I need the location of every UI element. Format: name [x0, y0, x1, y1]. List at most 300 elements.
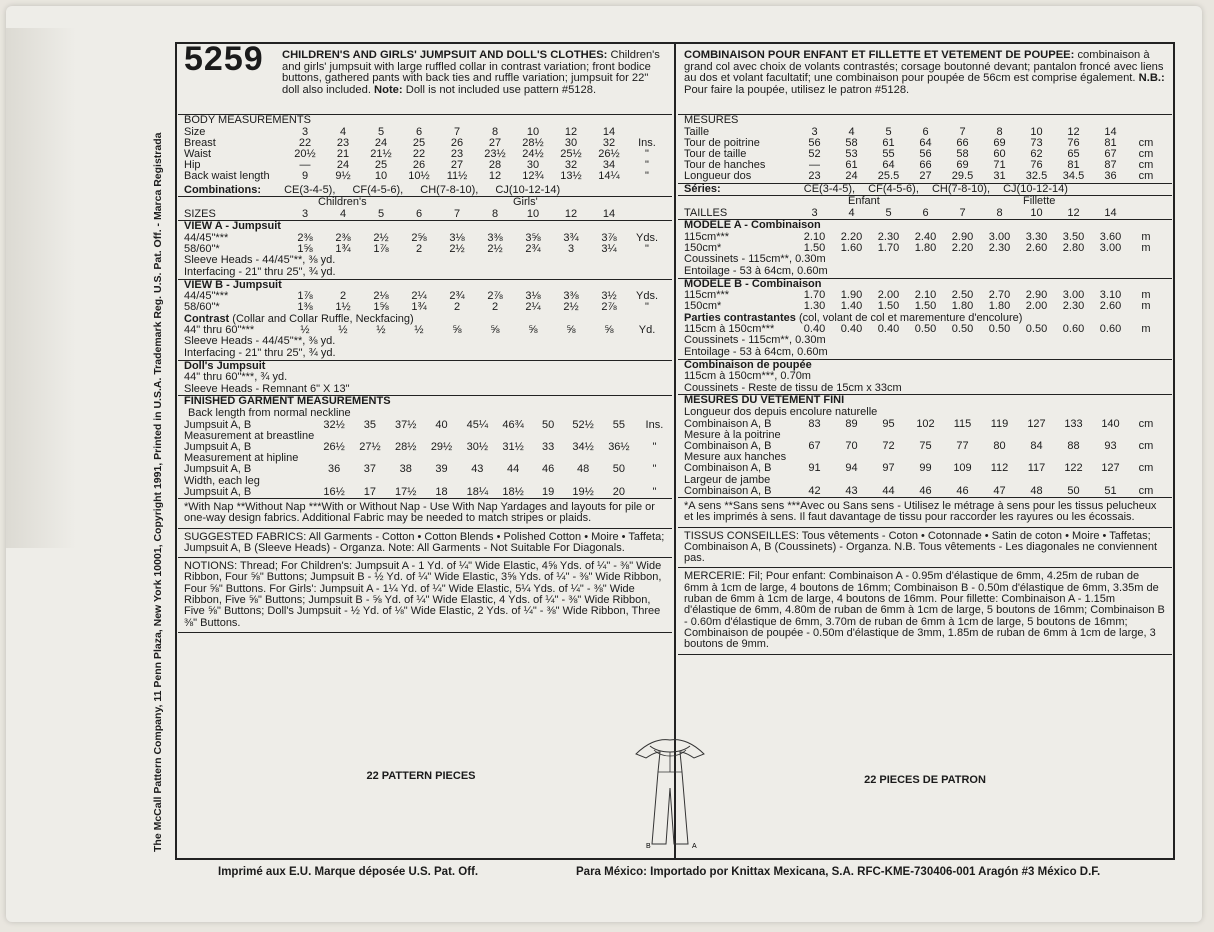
- cell-value: 18¼: [466, 485, 489, 498]
- cell-value: 1¾: [335, 243, 351, 256]
- row-label: Combinaison A, B: [684, 462, 772, 475]
- cell-value: 94: [845, 462, 858, 475]
- doll-line: Sleeve Heads - Remnant 6" X 13": [184, 382, 350, 395]
- cell-value: 21: [336, 148, 350, 160]
- cell-value: 34½: [572, 440, 594, 453]
- doll-fr-line: 115cm à 150cm***, 0.70m: [684, 370, 811, 383]
- cell-value: 2.00: [1025, 300, 1048, 313]
- cell-value: 53: [845, 148, 858, 160]
- cell-value: 3: [811, 207, 818, 220]
- cell-value: 1.50: [803, 242, 826, 255]
- cell-value: 20½: [294, 148, 316, 160]
- cell-value: 0.40: [803, 323, 826, 336]
- sizes-table: [178, 209, 628, 220]
- cell-value: 46: [919, 484, 932, 497]
- cell-value: ½: [376, 324, 386, 337]
- model-b-line: Coussinets - 115cm**, 0.30m: [684, 334, 826, 347]
- row-unit: m: [1141, 242, 1151, 255]
- cell-value: 83: [808, 417, 821, 430]
- cell-value: 32½: [323, 418, 345, 431]
- row-unit: ": [645, 301, 649, 314]
- cell-value: 2: [491, 301, 499, 314]
- cell-value: 3.00: [988, 231, 1011, 243]
- cell-value: 127: [1027, 417, 1046, 430]
- cell-value: 24: [336, 159, 350, 172]
- cell-value: 14: [1104, 125, 1117, 138]
- cell-value: 2⅛: [373, 290, 389, 303]
- enfant-label: Enfant: [848, 195, 880, 208]
- cell-value: 10: [526, 125, 540, 138]
- cell-value: 2.90: [1025, 289, 1048, 302]
- cell-value: 50: [1067, 484, 1080, 497]
- cell-value: 60: [993, 148, 1006, 160]
- cell-value: 23: [336, 136, 350, 149]
- doll-line: 44" thru 60"***, ¾ yd.: [184, 371, 288, 384]
- cell-value: 34.5: [1062, 170, 1085, 183]
- combination: CJ(10-12-14): [495, 183, 561, 196]
- finished-title: FINISHED GARMENT MEASUREMENTS: [184, 395, 391, 408]
- cell-value: 22: [298, 136, 312, 149]
- cell-value: 1⅞: [373, 243, 389, 256]
- cell-value: 43: [845, 484, 858, 497]
- cell-value: 40: [435, 418, 448, 431]
- cell-value: 17: [363, 485, 377, 498]
- cell-value: 2⅞: [601, 301, 617, 314]
- cell-value: 1⅝: [373, 301, 389, 314]
- finished-section: [178, 395, 672, 498]
- mercerie-bottom-rule: [678, 654, 1172, 656]
- cell-value: 122: [1064, 462, 1083, 475]
- cell-value: 73: [1030, 136, 1043, 149]
- cell-value: 25½: [560, 148, 582, 160]
- mesures-title: MESURES: [684, 114, 739, 126]
- cell-value: 8: [996, 207, 1003, 220]
- mesures-table: [678, 127, 1163, 183]
- model-a-section: [678, 219, 1172, 277]
- row-unit: m: [1141, 289, 1151, 302]
- cell-value: 76: [1030, 159, 1043, 172]
- cell-value: ½: [338, 324, 348, 337]
- cell-value: 52: [808, 148, 821, 160]
- cell-value: 2½: [563, 301, 579, 314]
- cell-value: 3: [567, 243, 575, 256]
- row-label: 150cm*: [684, 300, 722, 313]
- cell-value: 69: [956, 159, 969, 172]
- cell-value: 14: [602, 125, 616, 138]
- finished-fr-section: [678, 394, 1172, 497]
- cell-value: 50: [612, 463, 626, 476]
- series-item: CJ(10-12-14): [1003, 182, 1068, 195]
- cell-value: 81: [1104, 136, 1117, 149]
- cell-value: 3.10: [1099, 289, 1122, 302]
- cell-value: 39: [435, 463, 448, 476]
- cell-value: 3: [301, 125, 309, 138]
- cell-value: 28½: [522, 136, 544, 149]
- row-label: Longueur dos: [684, 170, 752, 183]
- row-label: 44/45"***: [184, 232, 229, 244]
- parties-desc: (col, volant de col et marementure d'encolure): [798, 311, 1023, 324]
- cell-value: 12: [1067, 207, 1080, 220]
- cell-value: 2: [453, 301, 461, 314]
- cell-value: 140: [1101, 417, 1120, 430]
- cell-value: 0.40: [840, 323, 863, 336]
- cell-value: 52½: [572, 418, 594, 431]
- cell-value: 93: [1104, 439, 1117, 452]
- tailles-section: [678, 195, 1172, 219]
- row-label: Width, each leg: [184, 474, 260, 487]
- cell-value: 0.60: [1099, 323, 1122, 336]
- cell-value: 66: [956, 136, 969, 149]
- table-row: [678, 208, 1129, 219]
- cell-value: 3⅝: [525, 232, 541, 244]
- mercerie: MERCERIE: Fil; Pour enfant: Combinaison A - 0.95m d'élastique de 6mm, 4.25m de ruban de 6mm à 1cm de large, 4 boutons de 16mm; Combinaison B - 0.50m d'élastique de 6mm, 3.35m de ruban de 6mm à 1cm de large, 4 boutons de 16mm. Pour fillette: Combinaison A - 1.15m d'élastique de 6mm, 4.80m de ruban de 6mm à 1cm de large, 5 boutons de 16mm; Combinaison B - 0.60m d'élastique de 6mm, 3.70m de ruban de 6mm à 1cm de large, 5 boutons de 16mm; Combinaison de poupée - 0.50m d'élastique de 3mm, 1.85m de ruban de 6mm à 1cm de large, 3 boutons de 9mm.: [678, 567, 1172, 653]
- cell-value: 31½: [502, 440, 524, 453]
- row-label: Tour de poitrine: [684, 136, 760, 149]
- cell-value: 32.5: [1025, 170, 1048, 183]
- cell-value: 76: [1067, 136, 1080, 149]
- row-label: Jumpsuit A, B: [184, 463, 252, 476]
- description-en: [282, 50, 662, 96]
- cell-value: 42: [808, 484, 821, 497]
- cell-value: 2.10: [803, 231, 826, 243]
- cell-value: 48: [576, 463, 590, 476]
- cell-value: 1.50: [914, 300, 937, 313]
- cell-value: 3⅛: [525, 290, 541, 303]
- cell-value: 5: [885, 125, 892, 138]
- cell-value: 29½: [430, 440, 453, 453]
- cell-value: 3⅜: [563, 290, 579, 303]
- table-row: [178, 431, 672, 442]
- cell-value: 37½: [395, 418, 417, 431]
- sizes-section: [178, 196, 672, 220]
- cell-value: 8: [996, 125, 1003, 138]
- cell-value: 58: [845, 136, 858, 149]
- table-row: [678, 486, 1163, 497]
- combination: CE(3-4-5),: [284, 183, 336, 196]
- cell-value: 32: [564, 159, 578, 172]
- row-unit: Yd.: [638, 324, 656, 337]
- cell-value: 2.40: [914, 231, 937, 243]
- cell-value: 2¾: [449, 290, 465, 303]
- cell-value: 1⅞: [297, 290, 313, 303]
- cell-value: 0.60: [1062, 323, 1085, 336]
- cell-value: 18: [435, 485, 448, 498]
- cell-value: 55: [612, 418, 626, 431]
- row-unit: ": [645, 159, 649, 172]
- finished-fr-table: [678, 419, 1163, 497]
- row-label: Measurement at hipline: [184, 452, 299, 465]
- cell-value: —: [299, 159, 311, 172]
- table-row: [178, 209, 628, 220]
- cell-value: 95: [882, 417, 895, 430]
- cell-value: 70: [845, 439, 858, 452]
- view-a-title: VIEW A - Jumpsuit: [184, 220, 281, 233]
- cell-value: 26½: [598, 148, 620, 160]
- cell-value: 36: [328, 463, 341, 476]
- cell-value: 1⅝: [297, 243, 313, 256]
- model-b-title: MODELE B - Combinaison: [684, 277, 822, 290]
- cell-value: 32: [602, 136, 616, 149]
- combinations-row: [178, 185, 672, 197]
- nap-note: *With Nap **Without Nap ***With or Without Nap - Use With Nap Yardages and layouts for pile or one-way design fabrics. Additional Fabric may be needed to match stripes or plaids.: [178, 498, 672, 528]
- cell-value: 1.60: [840, 242, 863, 255]
- cell-value: 1.80: [988, 300, 1011, 313]
- cell-value: 12: [564, 208, 578, 221]
- cell-value: 43: [471, 463, 484, 476]
- cell-value: 1.80: [951, 300, 974, 313]
- row-unit: Ins.: [638, 136, 656, 149]
- row-unit: cm: [1138, 170, 1154, 183]
- cell-value: 56: [919, 148, 932, 160]
- cell-value: 20: [612, 485, 626, 498]
- cell-value: 117: [1027, 462, 1046, 475]
- view-b-line: Interfacing - 21" thru 25", ¾ yd.: [184, 346, 336, 359]
- tailles-table: [678, 208, 1129, 219]
- row-unit: cm: [1138, 159, 1154, 172]
- combination: CF(4-5-6),: [352, 183, 404, 196]
- cell-value: 2½: [373, 232, 389, 244]
- series-section: [678, 183, 1172, 196]
- cell-value: 2¼: [525, 301, 541, 314]
- series-item: CH(7-8-10),: [931, 182, 991, 195]
- row-unit: cm: [1138, 484, 1154, 497]
- row-label: 115cm à 150cm***: [684, 323, 775, 336]
- french-column: [678, 44, 1172, 656]
- cell-value: 12: [564, 125, 578, 138]
- cell-value: ⅝: [490, 324, 500, 337]
- notions: NOTIONS: Thread; For Children's: Jumpsuit A - 1 Yd. of ¼" Wide Elastic, 4⅝ Yds. of ¼" - ⅜" Wide Ribbon, Four ⅝" Buttons; Jumpsuit B - ½ Yd. of ¼" Wide Elastic, 3⅝ Yds. of ¼" - ⅜" Wide Ribbon, Four ⅝" Buttons. For Girls': Jumpsuit A - 1¼ Yd. of ¼" Wide Elastic, 5¼ Yds. of ¼" - ⅜" Wide Ribbon, Five ⅝" Buttons; Jumpsuit B - ⅝ Yd. of ¼" Wide Elastic, 4 Yds. of ¼" - ⅜" Wide Ribbon, Five ⅝" Buttons; Doll's Jumpsuit - ½ Yd. of ⅛" Wide Elastic, 2 Yds. of ¼" - ⅜" Wide Ribbon, Three ⅜" Buttons.: [178, 557, 672, 632]
- cell-value: 14: [602, 208, 616, 221]
- cell-value: 4: [339, 125, 347, 138]
- cell-value: ½: [414, 324, 424, 337]
- note-en: Doll is not included use pattern #5128.: [405, 83, 597, 96]
- tissus-conseilles: TISSUS CONSEILLES: Tous vêtements - Coton • Cotonnade • Satin de coton • Moire • Taffetas; Combinaison A, B (Coussinets) - Organza. N.B. Tous vêtements - Les diagonales ne conviennent pas.: [678, 527, 1172, 568]
- cell-value: 0.40: [877, 323, 900, 336]
- cell-value: 99: [919, 462, 932, 475]
- desc-en: Children's and girls' jumpsuit with large ruffled collar in contrast variation; front bodice buttons, gathered pants with back ties and ruffle variation; jumpsuit for 22" doll also included.: [282, 49, 660, 96]
- cell-value: 44: [882, 484, 895, 497]
- cell-value: 51: [1104, 484, 1117, 497]
- cell-value: 23: [808, 170, 821, 183]
- cell-value: 3.60: [1099, 231, 1122, 243]
- cell-value: 1.80: [914, 242, 937, 255]
- cell-value: 37: [363, 463, 377, 476]
- cell-value: 23: [450, 148, 464, 160]
- cell-value: 23½: [484, 148, 506, 160]
- cell-value: 30: [526, 159, 540, 172]
- cell-value: 2.30: [877, 231, 900, 243]
- cell-value: 25: [412, 136, 426, 149]
- cell-value: 88: [1067, 439, 1080, 452]
- cell-value: 25.5: [877, 170, 900, 183]
- cell-value: 5: [885, 207, 892, 220]
- cell-value: 30½: [466, 440, 489, 453]
- cell-value: 11½: [446, 170, 468, 183]
- cell-value: 72: [882, 439, 895, 452]
- cell-value: 102: [916, 417, 935, 430]
- cell-value: 26½: [323, 440, 345, 453]
- cell-value: 27: [919, 170, 932, 183]
- cell-value: —: [809, 159, 820, 172]
- cell-value: 2⅜: [297, 232, 313, 244]
- title-fr: COMBINAISON POUR ENFANT ET FILLETTE ET VETEMENT DE POUPEE:: [684, 49, 1075, 61]
- row-unit: ": [645, 148, 649, 160]
- series-item: CF(4-5-6),: [868, 182, 919, 195]
- cell-value: 6: [415, 208, 423, 221]
- row-unit: cm: [1138, 417, 1154, 430]
- cell-value: 9½: [335, 170, 351, 183]
- cell-value: 87: [1104, 159, 1117, 172]
- cell-value: 109: [953, 462, 972, 475]
- cell-value: 17½: [395, 485, 417, 498]
- cell-value: 12¾: [522, 170, 544, 183]
- note-fr-label: N.B.:: [1138, 72, 1165, 84]
- fillette-label: Fillette: [1023, 195, 1056, 208]
- cell-value: 2.10: [914, 289, 937, 302]
- cell-value: 10½: [408, 170, 430, 183]
- row-label: Hip: [184, 159, 201, 172]
- desc-fr: combinaison à grand col avec choix de volants contrastés; corsage boutonné devant; pantalon froncé avec liens au dos et volant facultatif; une combinaison pour poupée de 56cm est comprise également.: [684, 49, 1164, 84]
- cell-value: 3½: [601, 290, 617, 303]
- cell-value: 55: [882, 148, 895, 160]
- cell-value: 36½: [608, 440, 630, 453]
- cell-value: 64: [882, 159, 895, 172]
- row-label: Waist: [184, 148, 212, 160]
- cell-value: 2.50: [951, 289, 974, 302]
- cell-value: 50: [541, 418, 555, 431]
- cell-value: 2.60: [1025, 242, 1048, 255]
- model-a-title: MODELE A - Combinaison: [684, 219, 821, 232]
- row-unit: ": [652, 463, 657, 476]
- pattern-pieces-fr: 22 PIECES DE PATRON: [864, 774, 986, 786]
- cell-value: 2⅝: [411, 232, 427, 244]
- row-label: 44" thru 60"***: [184, 324, 255, 337]
- row-label: 115cm***: [684, 289, 730, 302]
- cell-value: 64: [919, 136, 932, 149]
- cell-value: 3⅛: [449, 232, 465, 244]
- cell-value: 30: [564, 136, 578, 149]
- cell-value: 19½: [572, 485, 594, 498]
- row-unit: cm: [1138, 439, 1154, 452]
- cell-value: 1.50: [877, 300, 900, 313]
- series-item: CE(3-4-5),: [803, 182, 856, 195]
- cell-value: 24: [845, 170, 858, 183]
- sketch-label-a: A: [692, 843, 697, 850]
- row-unit: ": [645, 243, 649, 256]
- cell-value: 97: [882, 462, 895, 475]
- cell-value: 112: [990, 462, 1009, 475]
- cell-value: 12: [1067, 125, 1080, 138]
- cell-value: 10: [1030, 207, 1043, 220]
- cell-value: 4: [848, 125, 855, 138]
- table-row: [178, 171, 666, 182]
- row-label: Tour de taille: [684, 148, 747, 160]
- cell-value: 1.70: [803, 289, 826, 302]
- combination: CH(7-8-10),: [420, 183, 479, 196]
- finished-table: [178, 420, 672, 498]
- cell-value: 25: [374, 159, 388, 172]
- cell-value: 2½: [449, 243, 465, 256]
- mesures-section: [678, 114, 1172, 183]
- cell-value: 35: [363, 418, 377, 431]
- footer-right: Para México: Importado por Knittax Mexicana, S.A. RFC-KME-730406-001 Aragón #3 México D.F.: [576, 866, 1101, 878]
- cell-value: 7: [959, 207, 966, 220]
- doll-fr-section: [678, 359, 1172, 395]
- cell-value: 38: [399, 463, 412, 476]
- girls-label: Girls': [513, 196, 538, 209]
- cell-value: 2½: [487, 243, 503, 256]
- body-measurements-section: [178, 114, 672, 196]
- cell-value: 19: [541, 485, 555, 498]
- cell-value: 4: [848, 207, 855, 220]
- cell-value: 27½: [359, 440, 381, 453]
- cell-value: 61: [882, 136, 895, 149]
- cell-value: 2: [339, 290, 347, 303]
- cell-value: 84: [1030, 439, 1043, 452]
- cell-value: 31: [993, 170, 1006, 183]
- footer-left: Imprimé aux E.U. Marque déposée U.S. Pat. Off.: [218, 866, 479, 878]
- table-row: [178, 464, 672, 475]
- cell-value: 1½: [335, 301, 351, 314]
- cell-value: 3.00: [1062, 289, 1085, 302]
- cell-value: 3.50: [1062, 231, 1085, 243]
- row-label: 150cm*: [684, 242, 722, 255]
- cell-value: 22: [412, 148, 426, 160]
- cell-value: 7: [453, 125, 461, 138]
- cell-value: 6: [415, 125, 423, 138]
- cell-value: 58: [956, 148, 969, 160]
- cell-value: 28: [488, 159, 502, 172]
- body-measurements-title: BODY MEASUREMENTS: [184, 114, 311, 126]
- cell-value: ½: [300, 324, 310, 337]
- model-b-section: [678, 278, 1172, 359]
- cell-value: 69: [993, 136, 1006, 149]
- doll-section: [178, 360, 672, 396]
- cell-value: 3¾: [563, 232, 579, 244]
- pattern-pieces-en: 22 PATTERN PIECES: [366, 770, 476, 782]
- cell-value: 0.50: [914, 323, 937, 336]
- cell-value: 1¾: [411, 301, 427, 314]
- row-unit: cm: [1138, 148, 1154, 160]
- cell-value: 0.50: [951, 323, 974, 336]
- model-b-table: [678, 290, 1163, 312]
- row-unit: Ins.: [645, 418, 664, 431]
- cell-value: 67: [1104, 148, 1117, 160]
- header-en: [178, 40, 672, 114]
- cell-value: 2⅞: [487, 290, 503, 303]
- cell-value: 1.40: [840, 300, 863, 313]
- cell-value: 2.70: [988, 289, 1011, 302]
- cell-value: 12: [488, 170, 502, 183]
- english-column: [178, 40, 672, 634]
- row-unit: ": [652, 440, 657, 453]
- row-label: Jumpsuit A, B: [184, 418, 252, 431]
- contrast-desc: (Collar and Collar Ruffle, Neckfacing): [232, 312, 414, 325]
- series-label: Séries:: [684, 182, 721, 195]
- pattern-number: 5259: [184, 40, 264, 78]
- cell-value: 14: [1104, 207, 1117, 220]
- cell-value: 26: [450, 136, 464, 149]
- cell-value: 127: [1101, 462, 1120, 475]
- row-label: Size: [184, 125, 206, 138]
- finished-fr-title: MESURES DU VETEMENT FINI: [684, 394, 845, 407]
- cell-value: 44: [506, 463, 520, 476]
- view-a-line: Interfacing - 21" thru 25", ¾ yd.: [184, 266, 336, 278]
- publisher-side-text: The McCall Pattern Company, 11 Penn Plaza, New York 10001, Copyright 1991, Printed in U.S.A. Trademark Reg. U.S. Pat. Off. - Marca Registrada: [152, 132, 164, 852]
- view-b-section: [178, 279, 672, 360]
- table-row: [678, 171, 1163, 182]
- doll-fr-line: Coussinets - Reste de tissu de 15cm x 33cm: [684, 381, 902, 394]
